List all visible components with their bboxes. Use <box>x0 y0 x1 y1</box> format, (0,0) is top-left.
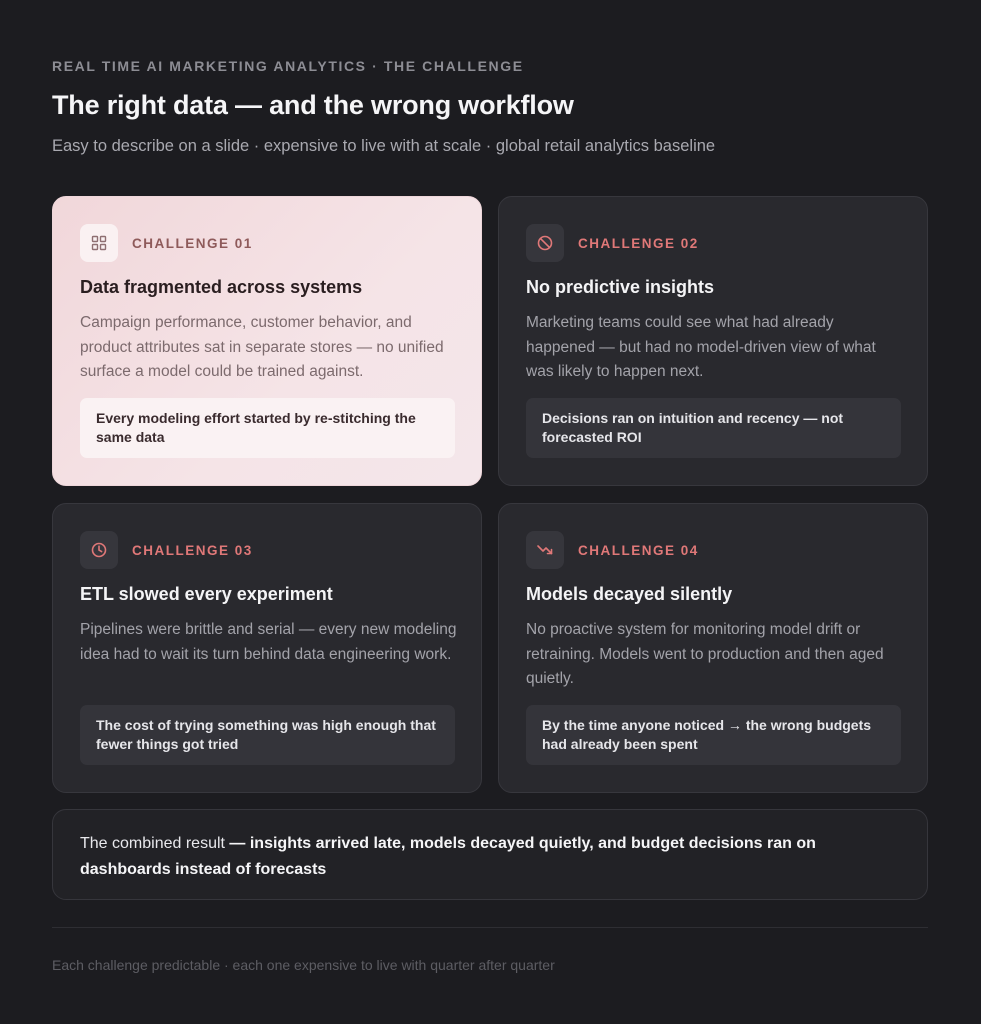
challenge-tag: CHALLENGE 04 <box>578 542 699 558</box>
summary-lead: The combined result <box>80 835 230 852</box>
prohibited-icon <box>526 224 564 262</box>
challenge-note: The cost of trying something was high enough that fewer things got tried <box>80 705 455 765</box>
clock-icon <box>80 531 118 569</box>
challenge-title: ETL slowed every experiment <box>80 584 333 604</box>
challenge-note: By the time anyone noticed → the wrong budgets had already been spent <box>526 705 901 765</box>
challenge-body: Pipelines were brittle and serial — every new modeling idea had to wait its turn behind data engineering work. <box>80 621 457 663</box>
challenge-card-04 <box>498 503 928 793</box>
summary-emphasis: — insights arrived late, models decayed quietly, and budget decisions ran on dashboards instead of forecasts <box>80 835 816 878</box>
challenge-note: Decisions ran on intuition and recency — not forecasted ROI <box>526 398 901 458</box>
grid-icon <box>80 224 118 262</box>
challenge-tag: CHALLENGE 02 <box>578 235 699 251</box>
eyebrow: REAL TIME AI MARKETING ANALYTICS · THE CHALLENGE <box>52 58 524 74</box>
challenge-body: Marketing teams could see what had already happened — but had no model-driven view of what was likely to happen next. <box>526 314 876 380</box>
challenge-note: Every modeling effort started by re-stitching the same data <box>80 398 455 458</box>
challenge-title: Data fragmented across systems <box>80 277 363 297</box>
challenge-card-03 <box>52 503 482 793</box>
challenge-tag: CHALLENGE 01 <box>132 235 253 251</box>
page-title: The right data — and the wrong workflow <box>52 90 574 120</box>
page-subtitle: Easy to describe on a slide · expensive to live with at scale · global retail analytics baseline <box>52 137 716 155</box>
footer-note: Each challenge predictable · each one expensive to live with quarter after quarter <box>52 957 555 973</box>
challenge-body: Campaign performance, customer behavior, and product attributes sat in separate stores — no unified surface a model could be trained against. <box>80 314 444 380</box>
challenge-card-02 <box>498 196 928 486</box>
challenge-title: No predictive insights <box>526 277 715 297</box>
challenge-body: No proactive system for monitoring model drift or retraining. Models went to production and then aged quietly. <box>526 621 884 687</box>
summary-panel <box>52 809 928 900</box>
challenge-title: Models decayed silently <box>526 584 733 604</box>
challenge-tag: CHALLENGE 03 <box>132 542 253 558</box>
challenge-card-01 <box>52 196 482 486</box>
divider <box>52 927 928 928</box>
trend-down-icon <box>526 531 564 569</box>
